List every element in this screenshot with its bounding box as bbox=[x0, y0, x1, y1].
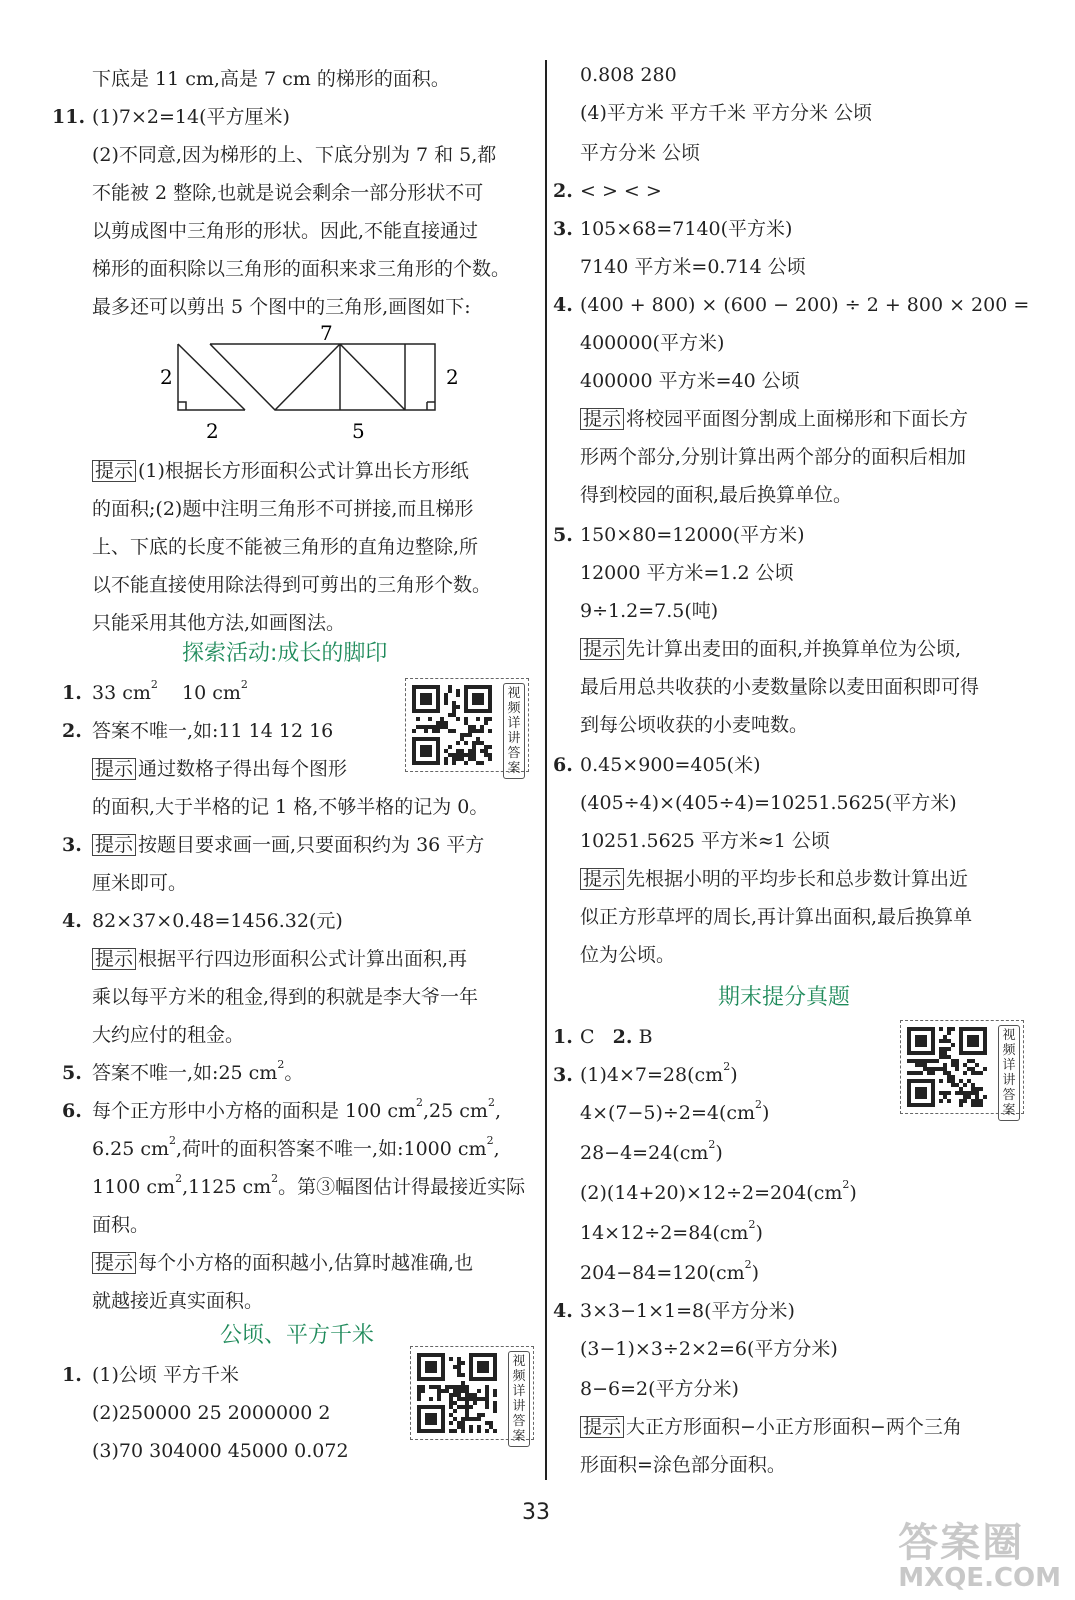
hint-tag: 提示 bbox=[92, 758, 136, 780]
text-line: 每个正方形中小方格的面积是 100 $cm^2,25$ $cm^2$, bbox=[92, 1096, 501, 1122]
hint-line: 提示 (1)根据长方形面积公式计算出长方形纸 bbox=[92, 458, 469, 484]
text-line: $4\times(7-5)\div 2=4(cm^2)$ bbox=[580, 1098, 770, 1124]
column-divider bbox=[545, 60, 547, 1480]
hint-line: 提示 大正方形面积−小正方形面积−两个三角 bbox=[580, 1414, 962, 1440]
fig-label-right: 2 bbox=[446, 365, 459, 389]
question-number: 1. bbox=[62, 1364, 82, 1386]
qr-code-icon bbox=[417, 1353, 497, 1433]
text-line: 400000 平方米=40 公顷 bbox=[580, 370, 800, 392]
page-number: 33 bbox=[522, 1500, 550, 1525]
text-line: $(1)4\times 7=28(cm^2)$ bbox=[580, 1060, 738, 1086]
hint-tag: 提示 bbox=[92, 1252, 136, 1274]
hint-tag: 提示 bbox=[92, 948, 136, 970]
text-line: 不能被 2 整除,也就是说会剩余一部分形状不可 bbox=[92, 182, 484, 204]
text-line: (3)70 304000 45000 0.072 bbox=[92, 1440, 349, 1462]
hint-tag: 提示 bbox=[92, 834, 136, 856]
text-line: 的面积;(2)题中注明三角形不可拼接,而且梯形 bbox=[92, 498, 474, 520]
question-number: 1. bbox=[553, 1026, 573, 1048]
hint-tag: 提示 bbox=[580, 868, 624, 890]
fig-label-bottom-left: 2 bbox=[206, 419, 219, 443]
question-number: 5. bbox=[553, 524, 573, 546]
question-number: 1. bbox=[62, 682, 82, 704]
hint-tag: 提示 bbox=[580, 1416, 624, 1438]
text-line: 平方分米 公顷 bbox=[580, 142, 701, 164]
text-line: 105×68=7140(平方米) bbox=[580, 218, 793, 240]
text-line: 得到校园的面积,最后换算单位。 bbox=[580, 484, 853, 506]
text-line: 答案不唯一,如:25 $cm^2$。 bbox=[92, 1058, 304, 1084]
text-line: (4)平方米 平方千米 平方分米 公顷 bbox=[580, 102, 873, 124]
text-line: 到每公顷收获的小麦吨数。 bbox=[580, 714, 809, 736]
text-line: 9÷1.2=7.5(吨) bbox=[580, 600, 719, 622]
question-number: 2. bbox=[553, 180, 573, 202]
text-line: 最多还可以剪出 5 个图中的三角形,画图如下: bbox=[92, 296, 471, 318]
hint-line: 提示 根据平行四边形面积公式计算出面积,再 bbox=[92, 946, 467, 972]
question-number: 4. bbox=[553, 1300, 573, 1322]
qr-code[interactable] bbox=[900, 1020, 1024, 1118]
hint-line: 提示 通过数格子得出每个图形 bbox=[92, 756, 347, 782]
qr-label: 视频详讲答案 bbox=[998, 1025, 1020, 1121]
hint-tag: 提示 bbox=[580, 638, 624, 660]
hint-line: 提示 按题目要求画一画,只要面积约为 36 平方 bbox=[92, 832, 484, 858]
question-number: 3. bbox=[553, 1064, 573, 1086]
text-line: 33 $cm^2$ 10 $cm^2$ bbox=[92, 678, 248, 704]
text-line: 以不能直接使用除法得到可剪出的三角形个数。 bbox=[92, 574, 492, 596]
text-line: 就越接近真实面积。 bbox=[92, 1290, 264, 1312]
text-line: 3×3−1×1=8(平方分米) bbox=[580, 1300, 795, 1322]
fig-label-top: 7 bbox=[320, 321, 333, 345]
text-line: (2)250000 25 2000000 2 bbox=[92, 1402, 331, 1424]
text-line: 0.808 280 bbox=[580, 64, 677, 86]
text-line: 7140 平方米=0.714 公顷 bbox=[580, 256, 806, 278]
text-line: (1)公顷 平方千米 bbox=[92, 1364, 239, 1386]
text-line: 8−6=2(平方分米) bbox=[580, 1378, 739, 1400]
question-number: 5. bbox=[62, 1062, 82, 1084]
hint-line: 提示 每个小方格的面积越小,估算时越准确,也 bbox=[92, 1250, 473, 1276]
section-title: 期末提分真题 bbox=[718, 985, 851, 1010]
qr-code[interactable] bbox=[405, 678, 529, 776]
question-number: 11. bbox=[52, 106, 86, 128]
text-line: 似正方形草坪的周长,再计算出面积,最后换算单 bbox=[580, 906, 973, 928]
text-line: $14\times 12\div 2=84(cm^2)$ bbox=[580, 1218, 763, 1244]
text-line: (3−1)×3÷2×2=6(平方分米) bbox=[580, 1338, 838, 1360]
question-number: 2. bbox=[62, 720, 82, 742]
question-number: 4. bbox=[62, 910, 82, 932]
text-line: 82×37×0.48=1456.32(元) bbox=[92, 910, 343, 932]
text-line: (1)7×2=14(平方厘米) bbox=[92, 106, 290, 128]
hint-line: 提示 将校园平面图分割成上面梯形和下面长方 bbox=[580, 406, 968, 432]
text-line: 答案不唯一,如:11 14 12 16 bbox=[92, 720, 334, 742]
text-line: (400 + 800) × (600 − 200) ÷ 2 + 800 × 200 = bbox=[580, 294, 1030, 316]
qr-code[interactable] bbox=[410, 1346, 534, 1444]
text-line: $28-4=24(cm^2)$ bbox=[580, 1138, 723, 1164]
text-line: 12000 平方米=1.2 公顷 bbox=[580, 562, 794, 584]
text-line: 下底是 11 cm,高是 7 cm 的梯形的面积。 bbox=[92, 68, 450, 90]
trapezoid-diagram bbox=[150, 320, 480, 445]
text-line: 形两个部分,分别计算出两个部分的面积后相加 bbox=[580, 446, 967, 468]
text-line: 10251.5625 平方米≈1 公顷 bbox=[580, 830, 830, 852]
hint-line: 提示 先根据小明的平均步长和总步数计算出近 bbox=[580, 866, 968, 892]
text-line: 150×80=12000(平方米) bbox=[580, 524, 805, 546]
text-line: 以剪成图中三角形的形状。因此,不能直接通过 bbox=[92, 220, 479, 242]
question-number: 6. bbox=[553, 754, 573, 776]
qr-label: 视频详讲答案 bbox=[508, 1351, 530, 1447]
question-number: 6. bbox=[62, 1100, 82, 1122]
text-line: 位为公顷。 bbox=[580, 944, 676, 966]
text-line: (2)不同意,因为梯形的上、下底分别为 7 和 5,都 bbox=[92, 144, 497, 166]
text-line: 梯形的面积除以三角形的面积来求三角形的个数。 bbox=[92, 258, 511, 280]
text-line: 面积。 bbox=[92, 1214, 150, 1236]
text-line: 上、下底的长度不能被三角形的直角边整除,所 bbox=[92, 536, 479, 558]
text-line: C 2. B bbox=[580, 1026, 653, 1048]
text-line: 0.45×900=405(米) bbox=[580, 754, 761, 776]
text-line: 最后用总共收获的小麦数量除以麦田面积即可得 bbox=[580, 676, 980, 698]
question-number: 4. bbox=[553, 294, 573, 316]
watermark-logo: 答案圈 MXQE.COM bbox=[898, 1520, 1061, 1593]
hint-line: 提示 先计算出麦田的面积,并换算单位为公顷, bbox=[580, 636, 961, 662]
text-line: $204-84=120(cm^2)$ bbox=[580, 1258, 760, 1284]
text-line: 乘以每平方米的租金,得到的积就是李大爷一年 bbox=[92, 986, 479, 1008]
text-line: 形面积=涂色部分面积。 bbox=[580, 1454, 786, 1476]
text-line: (405÷4)×(405÷4)=10251.5625(平方米) bbox=[580, 792, 957, 814]
text-line: 400000(平方米) bbox=[580, 332, 725, 354]
text-line: $(2)(14+20)\times 12\div 2=204(cm^2)$ bbox=[580, 1178, 857, 1204]
section-title: 探索活动:成长的脚印 bbox=[182, 641, 388, 666]
text-line: 6.25 $cm^2$,荷叶的面积答案不唯一,如:1000 $cm^2$, bbox=[92, 1134, 500, 1160]
text-line: < > < > bbox=[580, 180, 662, 202]
text-line: 只能采用其他方法,如画图法。 bbox=[92, 612, 346, 634]
text-line: 大约应付的租金。 bbox=[92, 1024, 245, 1046]
text-line: 的面积,大于半格的记 1 格,不够半格的记为 0。 bbox=[92, 796, 489, 818]
text-line: 厘米即可。 bbox=[92, 872, 188, 894]
fig-label-bottom-right: 5 bbox=[352, 419, 365, 443]
qr-code-icon bbox=[907, 1027, 987, 1107]
section-title: 公顷、平方千米 bbox=[220, 1323, 375, 1348]
question-number: 3. bbox=[553, 218, 573, 240]
hint-tag: 提示 bbox=[580, 408, 624, 430]
qr-code-icon bbox=[412, 685, 492, 765]
hint-tag: 提示 bbox=[92, 460, 136, 482]
fig-label-left: 2 bbox=[160, 365, 173, 389]
text-line: 1100 $cm^2,1125$ $cm^2$。第③幅图估计得最接近实际 bbox=[92, 1172, 526, 1198]
question-number: 3. bbox=[62, 834, 82, 856]
qr-label: 视频详讲答案 bbox=[503, 683, 525, 779]
